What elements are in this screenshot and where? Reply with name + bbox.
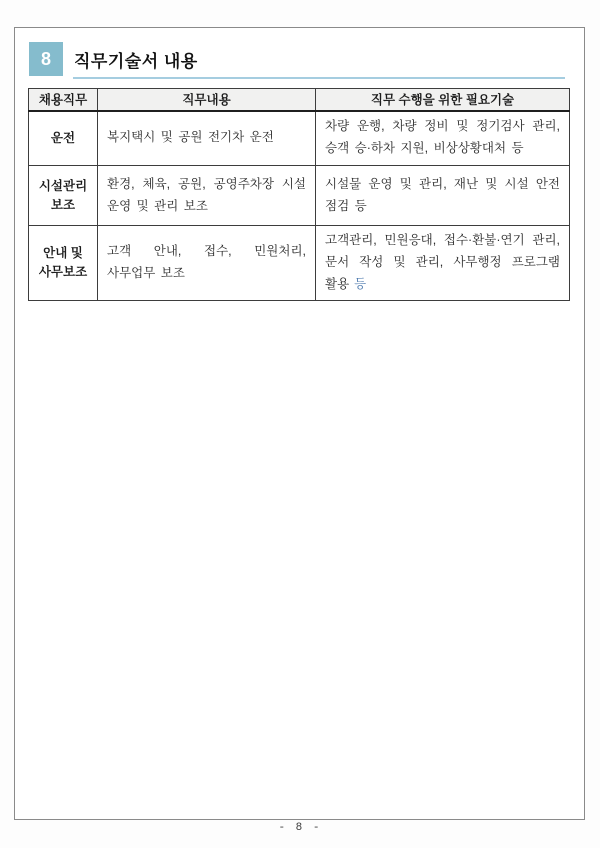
column-header-job: 채용직무	[29, 89, 98, 111]
column-header-skills: 직무 수행을 위한 필요기술	[316, 89, 570, 111]
skills-cell	[316, 166, 570, 226]
column-header-duties: 직무내용	[98, 89, 316, 111]
skills-cell	[316, 111, 570, 166]
table-row	[29, 111, 570, 166]
table-header-row	[29, 89, 570, 111]
table-row	[29, 226, 570, 301]
document-page	[14, 27, 585, 820]
duties-cell: 복지택시 및 공원 전기차 운전	[98, 111, 316, 166]
section-number-badge	[29, 42, 63, 76]
duties-cell: 환경, 체육, 공원, 공영주차장 시설 운영 및 관리 보조	[98, 166, 316, 226]
job-cell: 안내 및 사무보조	[29, 226, 98, 301]
page-number: - 8 -	[278, 822, 322, 834]
skills-text: 차량 운행, 차량 정비 및 정기검사 관리, 승객 승·하차 지원, 비상상황대처 등	[325, 119, 560, 156]
job-cell: 운전	[29, 111, 98, 166]
duties-cell: 고객 안내, 접수, 민원처리, 사무업무 보조	[98, 226, 316, 301]
skills-suffix: 등	[354, 276, 367, 291]
table-row	[29, 166, 570, 226]
skills-cell	[316, 226, 570, 301]
skills-text: 시설물 운영 및 관리, 재난 및 시설 안전 점검 등	[325, 176, 560, 213]
job-cell: 시설관리 보조	[29, 166, 98, 226]
title-underline-rule	[73, 77, 565, 79]
section-number: 8	[40, 48, 51, 69]
page-title: 직무기술서 내용	[74, 52, 198, 71]
skills-text: 고객관리, 민원응대, 접수·환불·연기 관리, 문서 작성 및 관리, 사무행정 프로그램 활용	[325, 233, 560, 291]
job-description-table	[28, 88, 570, 301]
